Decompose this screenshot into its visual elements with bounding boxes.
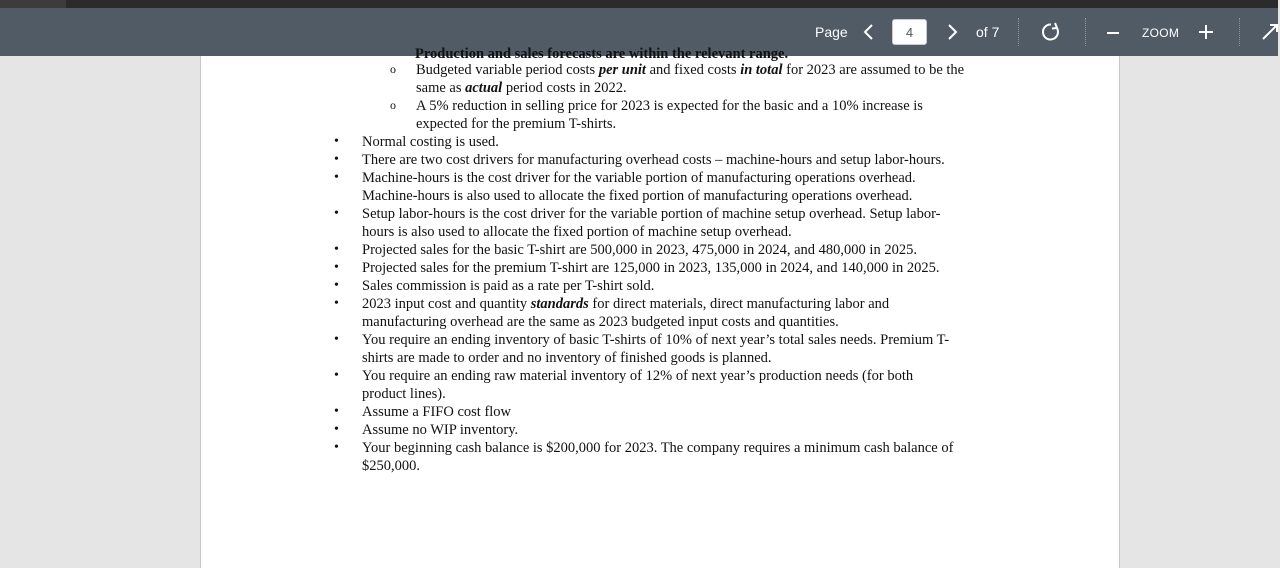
document-viewer[interactable] bbox=[0, 46, 1278, 568]
bullet-marker: • bbox=[334, 296, 339, 311]
zoom-in-button[interactable] bbox=[1196, 21, 1216, 43]
window-top-strip bbox=[0, 0, 1278, 8]
cut-off-line: Production and sales forecasts are within the relevant range. bbox=[415, 46, 789, 62]
bullet-line: Projected sales for the basic T-shirt are 500,000 in 2023, 475,000 in 2024, and 480,000 in 2025. bbox=[362, 242, 917, 258]
bullet-line: manufacturing overhead are the same as 2023 budgeted input costs and quantities. bbox=[362, 314, 839, 330]
bullet-marker: • bbox=[334, 332, 339, 347]
page-label: Page bbox=[815, 24, 848, 40]
bullet-marker: • bbox=[334, 278, 339, 293]
bullet-line: product lines). bbox=[362, 386, 446, 402]
bullet-marker: • bbox=[334, 440, 339, 455]
fullscreen-button[interactable] bbox=[1258, 20, 1280, 44]
expand-icon bbox=[1258, 20, 1280, 44]
bullet-line: Your beginning cash balance is $200,000 for 2023. The company requires a minimum cash balance of bbox=[362, 440, 954, 456]
window-top-accent bbox=[0, 0, 66, 8]
bullet-marker: • bbox=[334, 422, 339, 437]
bullet-line: Normal costing is used. bbox=[362, 134, 499, 150]
bullet-marker: • bbox=[334, 242, 339, 257]
bullet-marker: • bbox=[334, 206, 339, 221]
bullet-line: You require an ending raw material inventory of 12% of next year’s production needs (for both bbox=[362, 368, 914, 384]
bullet-marker: • bbox=[334, 170, 339, 185]
bullet-line: Assume no WIP inventory. bbox=[362, 422, 519, 438]
bullet-marker: • bbox=[334, 260, 339, 275]
bullet-line: Machine-hours is also used to allocate the fixed portion of manufacturing operations overhead. bbox=[362, 188, 913, 204]
bullet-line: shirts are made to order and no inventory of finished goods is planned. bbox=[362, 350, 772, 366]
bullet-marker: • bbox=[334, 368, 339, 383]
sub-bullet-line: same as actual period costs in 2022. bbox=[416, 80, 627, 96]
previous-page-button[interactable] bbox=[860, 20, 878, 44]
bullet-line: There are two cost drivers for manufacturing overhead costs – machine-hours and setup labor-hours. bbox=[362, 152, 945, 168]
chevron-right-icon bbox=[943, 20, 961, 44]
bullet-line: $250,000. bbox=[362, 458, 420, 474]
bullet-marker: • bbox=[334, 404, 339, 419]
rotate-icon bbox=[1040, 21, 1062, 43]
bullet-line: Assume a FIFO cost flow bbox=[362, 404, 512, 420]
chevron-left-icon bbox=[860, 20, 878, 44]
rotate-button[interactable] bbox=[1040, 21, 1062, 43]
zoom-label: ZOOM bbox=[1142, 26, 1180, 40]
zoom-out-button[interactable] bbox=[1104, 22, 1122, 42]
toolbar-divider bbox=[1239, 18, 1240, 46]
toolbar-divider bbox=[1018, 18, 1019, 46]
sub-bullet-marker: o bbox=[390, 98, 396, 112]
page-count-label: of 7 bbox=[976, 24, 1000, 40]
bullet-marker: • bbox=[334, 152, 339, 167]
bullet-line: 2023 input cost and quantity standards for direct materials, direct manufacturing labor and bbox=[362, 296, 890, 312]
next-page-button[interactable] bbox=[943, 20, 961, 44]
page-number-input[interactable] bbox=[892, 19, 927, 45]
bullet-line: Setup labor-hours is the cost driver for the variable portion of machine setup overhead. Setup labor- bbox=[362, 206, 941, 222]
sub-bullet-line: expected for the premium T-shirts. bbox=[416, 116, 617, 132]
bullet-line: Sales commission is paid as a rate per T-shirt sold. bbox=[362, 278, 655, 294]
sub-bullet-marker: o bbox=[390, 62, 396, 76]
toolbar-divider bbox=[1085, 18, 1086, 46]
sub-bullet-line: Budgeted variable period costs per unit and fixed costs in total for 2023 are assumed to be the bbox=[416, 62, 965, 78]
bullet-marker: • bbox=[334, 134, 339, 149]
bullet-line: Projected sales for the premium T-shirt are 125,000 in 2023, 135,000 in 2024, and 140,000 in 2025. bbox=[362, 260, 940, 276]
sub-bullet-line: A 5% reduction in selling price for 2023 is expected for the basic and a 10% increase is bbox=[416, 98, 923, 114]
bullet-line: hours is also used to allocate the fixed portion of machine setup overhead. bbox=[362, 224, 792, 240]
bullet-line: You require an ending inventory of basic T-shirts of 10% of next year’s total sales needs. Premium T- bbox=[362, 332, 950, 348]
bullet-line: Machine-hours is the cost driver for the variable portion of manufacturing operations overhead. bbox=[362, 170, 916, 186]
minus-icon bbox=[1104, 22, 1122, 42]
plus-icon bbox=[1196, 21, 1216, 43]
